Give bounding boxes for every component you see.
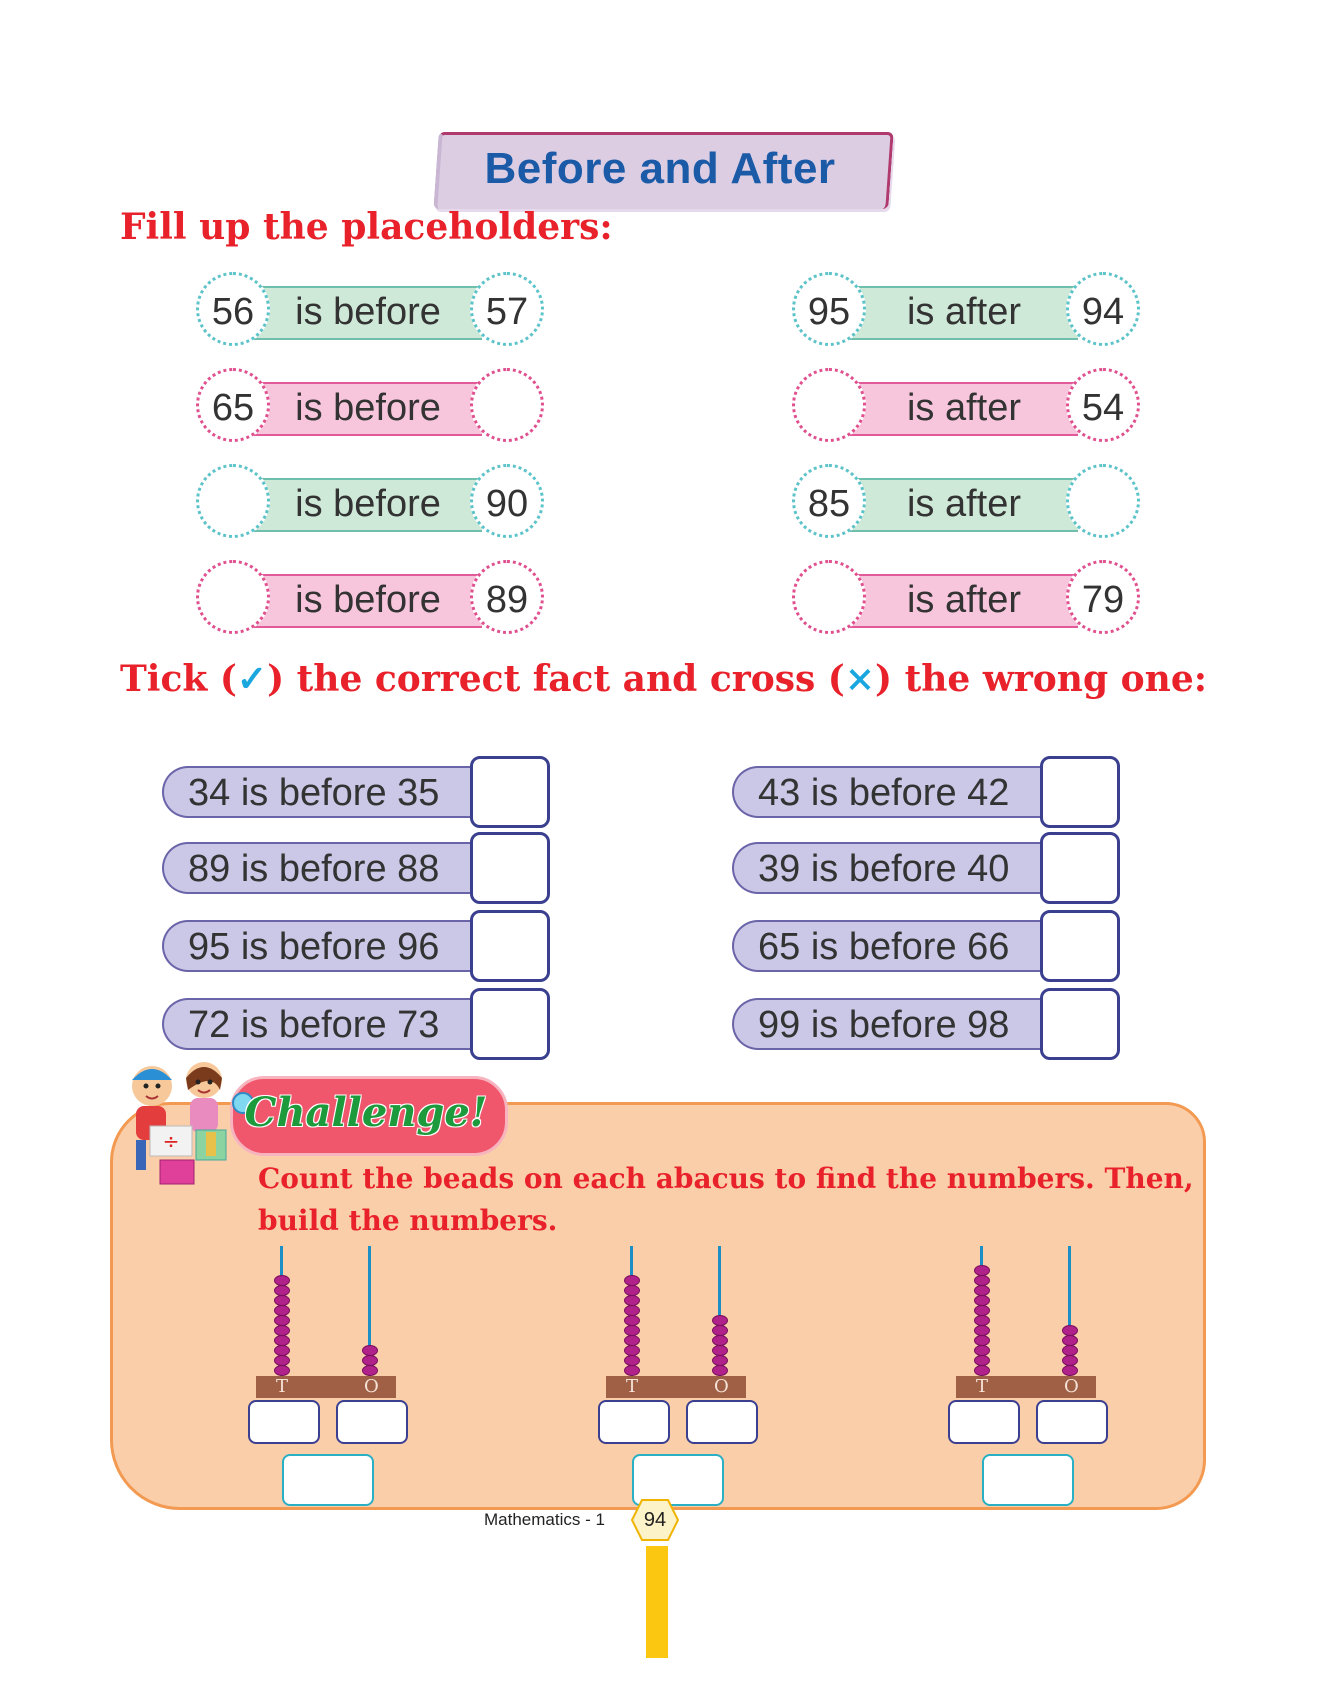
bead <box>974 1345 990 1356</box>
tick-cross-answer-box[interactable] <box>1040 988 1120 1060</box>
bead <box>974 1265 990 1276</box>
bead <box>624 1285 640 1296</box>
bead <box>974 1335 990 1346</box>
tick-icon: ✓ <box>236 658 268 700</box>
left-number-circle[interactable] <box>792 368 866 442</box>
bead <box>712 1345 728 1356</box>
abacus <box>256 1246 456 1506</box>
tens-answer-box[interactable] <box>948 1400 1020 1444</box>
tick-cross-answer-box[interactable] <box>1040 756 1120 828</box>
right-number-circle: 90 <box>470 464 544 538</box>
fact-statement: 65 is before 66 <box>732 920 1048 972</box>
bead <box>362 1365 378 1376</box>
left-number-circle: 95 <box>792 272 866 346</box>
before-after-row <box>792 272 1152 352</box>
bead <box>712 1365 728 1376</box>
before-after-row <box>792 464 1152 544</box>
before-after-row <box>196 272 556 352</box>
bead <box>712 1315 728 1326</box>
row-relation: is before <box>295 387 441 429</box>
tens-label: T <box>976 1376 989 1397</box>
ones-answer-box[interactable] <box>1036 1400 1108 1444</box>
left-number-circle: 65 <box>196 368 270 442</box>
right-number-circle: 79 <box>1066 560 1140 634</box>
before-after-row <box>196 368 556 448</box>
bead <box>624 1355 640 1366</box>
abacus <box>956 1246 1156 1506</box>
before-after-row <box>196 464 556 544</box>
title-banner <box>436 132 884 206</box>
bead <box>712 1335 728 1346</box>
page-title: Before and After <box>484 144 836 193</box>
bead <box>974 1365 990 1376</box>
kids-illustration <box>116 1056 240 1186</box>
tens-label: T <box>626 1376 639 1397</box>
row-relation: is after <box>906 291 1022 333</box>
row-relation: is before <box>295 579 441 621</box>
left-number-circle: 56 <box>196 272 270 346</box>
bead <box>274 1335 290 1346</box>
bead <box>974 1315 990 1326</box>
tick-heading <box>120 658 1207 700</box>
abacus <box>606 1246 806 1506</box>
bead <box>1062 1335 1078 1346</box>
bead <box>624 1275 640 1286</box>
right-number-circle: 89 <box>470 560 544 634</box>
tick-cross-answer-box[interactable] <box>470 910 550 982</box>
bead <box>274 1295 290 1306</box>
tens-label: T <box>276 1376 289 1397</box>
bead <box>1062 1345 1078 1356</box>
bead <box>274 1365 290 1376</box>
left-number-circle[interactable] <box>792 560 866 634</box>
bead <box>974 1325 990 1336</box>
page-number: 94 <box>643 1509 667 1531</box>
right-number-circle[interactable] <box>470 368 544 442</box>
tens-answer-box[interactable] <box>598 1400 670 1444</box>
bead <box>974 1285 990 1296</box>
bead <box>624 1335 640 1346</box>
svg-text:÷: ÷ <box>162 1129 180 1153</box>
before-after-row <box>196 560 556 640</box>
cross-icon: × <box>844 658 876 700</box>
bead <box>274 1345 290 1356</box>
tick-cross-answer-box[interactable] <box>1040 832 1120 904</box>
footer-subject: Mathematics - 1 <box>484 1510 605 1529</box>
bead <box>974 1355 990 1366</box>
row-relation: is after <box>906 387 1022 429</box>
tick-cross-answer-box[interactable] <box>470 988 550 1060</box>
tick-heading-part2: ) the correct fact and cross ( <box>267 658 845 700</box>
number-answer-box[interactable] <box>982 1454 1074 1506</box>
challenge-instruction <box>258 1158 1198 1242</box>
bead <box>624 1365 640 1376</box>
number-answer-box[interactable] <box>282 1454 374 1506</box>
before-after-row <box>792 560 1152 640</box>
tick-cross-answer-box[interactable] <box>470 832 550 904</box>
tick-heading-part1: Tick ( <box>120 658 237 700</box>
bead <box>1062 1365 1078 1376</box>
bead <box>362 1345 378 1356</box>
right-number-circle: 57 <box>470 272 544 346</box>
fill-heading: Fill up the placeholders: <box>120 206 613 248</box>
bead <box>274 1305 290 1316</box>
tick-heading-part3: ) the wrong one: <box>875 658 1208 700</box>
instruction-line-2: build the numbers. <box>258 1204 558 1237</box>
bead <box>974 1305 990 1316</box>
ones-label: O <box>364 1376 379 1397</box>
row-relation: is before <box>295 291 441 333</box>
tick-cross-answer-box[interactable] <box>1040 910 1120 982</box>
right-number-circle: 54 <box>1066 368 1140 442</box>
left-number-circle: 85 <box>792 464 866 538</box>
fact-statement: 39 is before 40 <box>732 842 1048 894</box>
ones-answer-box[interactable] <box>686 1400 758 1444</box>
challenge-badge-label: Challenge! <box>244 1089 488 1136</box>
bead <box>974 1295 990 1306</box>
tens-answer-box[interactable] <box>248 1400 320 1444</box>
fact-statement: 43 is before 42 <box>732 766 1048 818</box>
bead <box>624 1295 640 1306</box>
ones-label: O <box>714 1376 729 1397</box>
bead <box>712 1325 728 1336</box>
ones-answer-box[interactable] <box>336 1400 408 1444</box>
instruction-line-1: Count the beads on each abacus to find the numbers. Then, <box>258 1162 1194 1195</box>
tick-cross-answer-box[interactable] <box>470 756 550 828</box>
ones-label: O <box>1064 1376 1079 1397</box>
row-relation: is after <box>906 483 1022 525</box>
bead <box>362 1355 378 1366</box>
bead <box>274 1315 290 1326</box>
bead <box>1062 1355 1078 1366</box>
bead <box>974 1275 990 1286</box>
bead <box>274 1325 290 1336</box>
fact-statement: 72 is before 73 <box>162 998 478 1050</box>
bead <box>624 1345 640 1356</box>
bead <box>712 1355 728 1366</box>
row-relation: is after <box>906 579 1022 621</box>
bead <box>274 1275 290 1286</box>
bead <box>624 1315 640 1326</box>
fact-statement: 89 is before 88 <box>162 842 478 894</box>
fact-statement: 99 is before 98 <box>732 998 1048 1050</box>
fact-statement: 95 is before 96 <box>162 920 478 972</box>
left-number-circle[interactable] <box>196 464 270 538</box>
footer-bar <box>646 1546 668 1658</box>
left-number-circle[interactable] <box>196 560 270 634</box>
right-number-circle[interactable] <box>1066 464 1140 538</box>
bead <box>274 1285 290 1296</box>
right-number-circle: 94 <box>1066 272 1140 346</box>
fact-statement: 34 is before 35 <box>162 766 478 818</box>
row-relation: is before <box>295 483 441 525</box>
bead <box>624 1305 640 1316</box>
bead <box>1062 1325 1078 1336</box>
before-after-row <box>792 368 1152 448</box>
bead <box>624 1325 640 1336</box>
bead <box>274 1355 290 1366</box>
